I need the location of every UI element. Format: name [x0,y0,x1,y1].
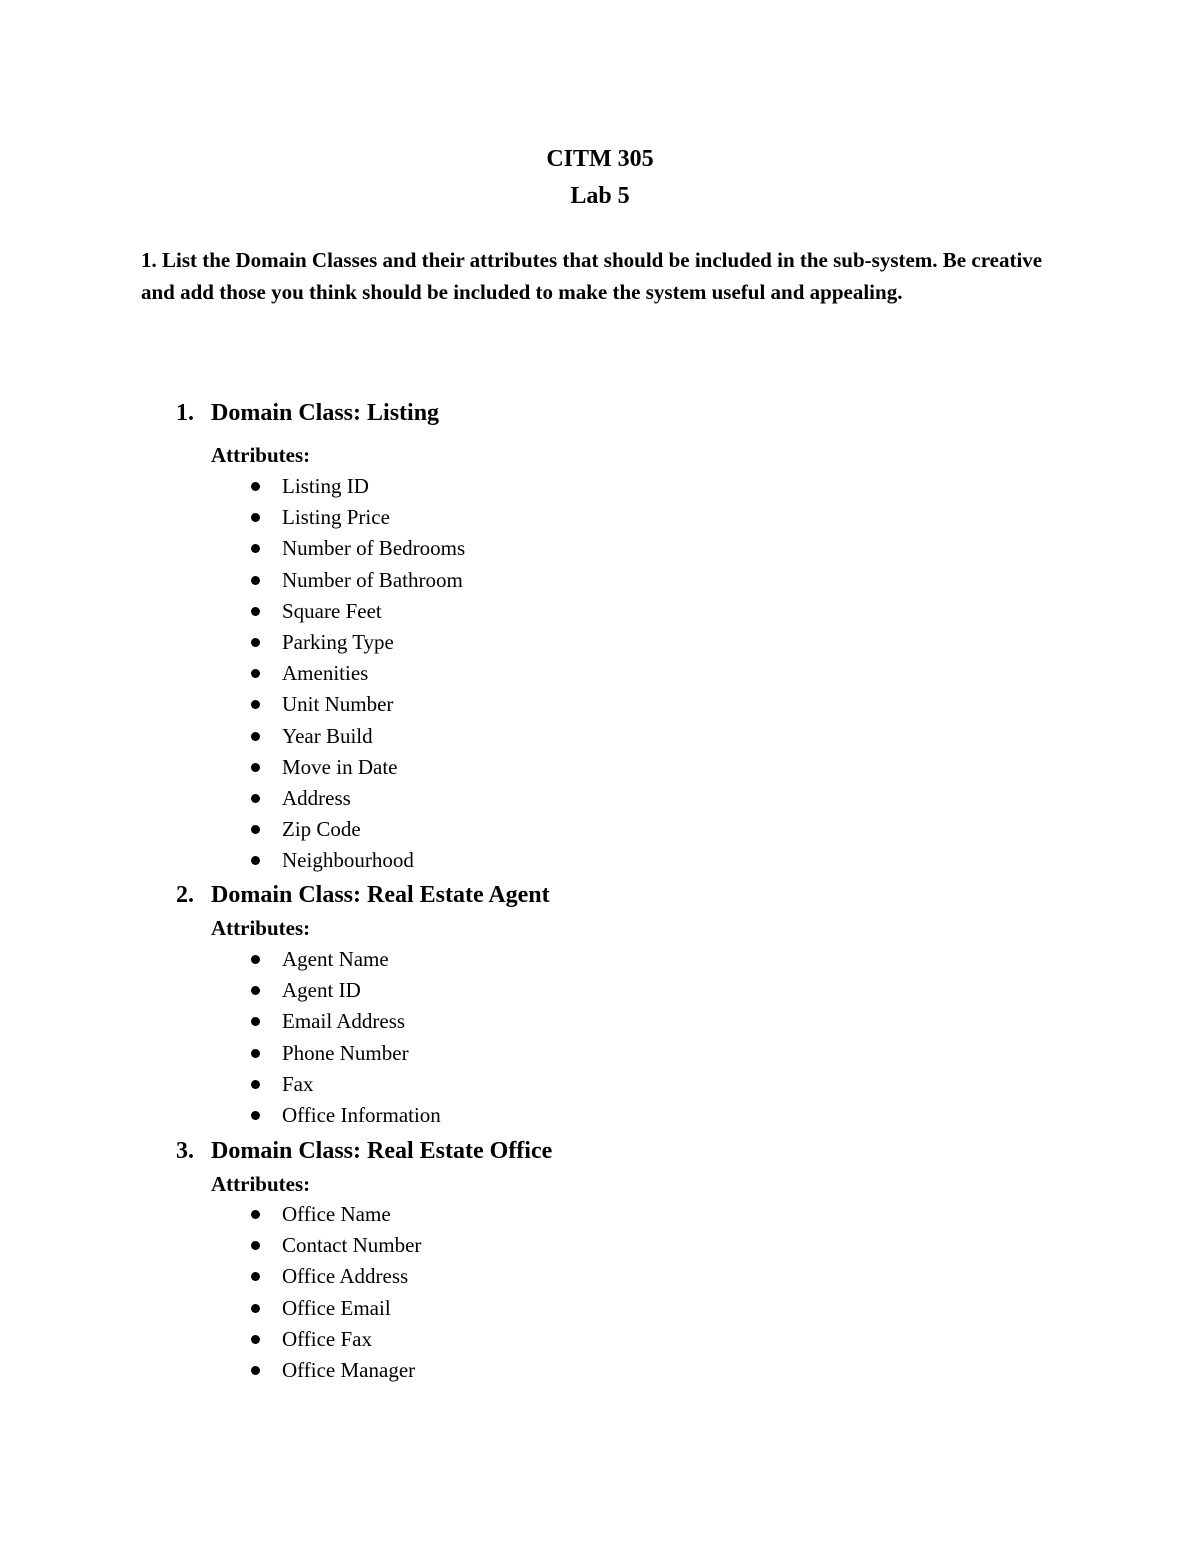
bullet-icon [251,513,260,522]
bullet-icon [251,544,260,553]
bullet-icon [251,1335,260,1344]
section-title: Domain Class: Real Estate Office [211,1138,553,1164]
section-number: 3. [176,1138,194,1164]
bullet-icon [251,856,260,865]
lab-title: Lab 5 [570,183,630,209]
bullet-icon [251,825,260,834]
document-page: CITM 305 Lab 5 1. List the Domain Classes and their attributes that should be included in the sub-system. Be creative and add those you think should be included to make the system useful and appealing. 1. Domain Class: Listing Attributes: Listing ID Listing Price Number of Bedrooms Number of Bathroom Square Feet Parking Type Amenities Unit Number Year Build Move in Date Address Zip Code Neighbourhood 2. Domain Class: Real Estate Agent Attributes: Agent Name Agent ID Email Address Phone Number Fax Office Information 3. Domain Class: Real Estate Office Attributes: Office Name Contact Number Office Address Office Email Office Fax Office Manager [0,0,1200,1553]
bullet-icon [251,955,260,964]
section-title: Domain Class: Listing [211,400,440,426]
bullet-icon [251,763,260,772]
bullet-icon [251,576,260,585]
bullet-icon [251,1049,260,1058]
section-number: 2. [176,882,194,908]
section-heading-listing [176,398,439,428]
bullet-icon [251,607,260,616]
bullet-icon [251,732,260,741]
attributes-label: Attributes: [211,443,311,467]
bullet-icon [251,1210,260,1219]
bullet-icon [251,669,260,678]
bullet-icon [251,700,260,709]
attributes-label: Attributes: [211,916,311,940]
bullet-icon [251,986,260,995]
course-title: CITM 305 [546,146,654,172]
question-text: 1. List the Domain Classes and their attributes that should be included in the sub-system. Be creative and add those you think should be included to make the system useful and appealing. [141,248,1043,304]
section-heading-agent [176,880,550,910]
bullet-icon [251,1304,260,1313]
section-title: Domain Class: Real Estate Agent [211,882,550,908]
bullet-icon [251,1111,260,1120]
bullet-icon [251,794,260,803]
bullet-icon [251,482,260,491]
bullet-icon [251,1272,260,1281]
bullet-icon [251,1366,260,1375]
attributes-label: Attributes: [211,1172,311,1196]
section-number: 1. [176,400,194,426]
section-heading-office [176,1136,552,1166]
bullet-icon [251,638,260,647]
bullet-icon [251,1017,260,1026]
bullet-icon [251,1080,260,1089]
bullet-icon [251,1241,260,1250]
